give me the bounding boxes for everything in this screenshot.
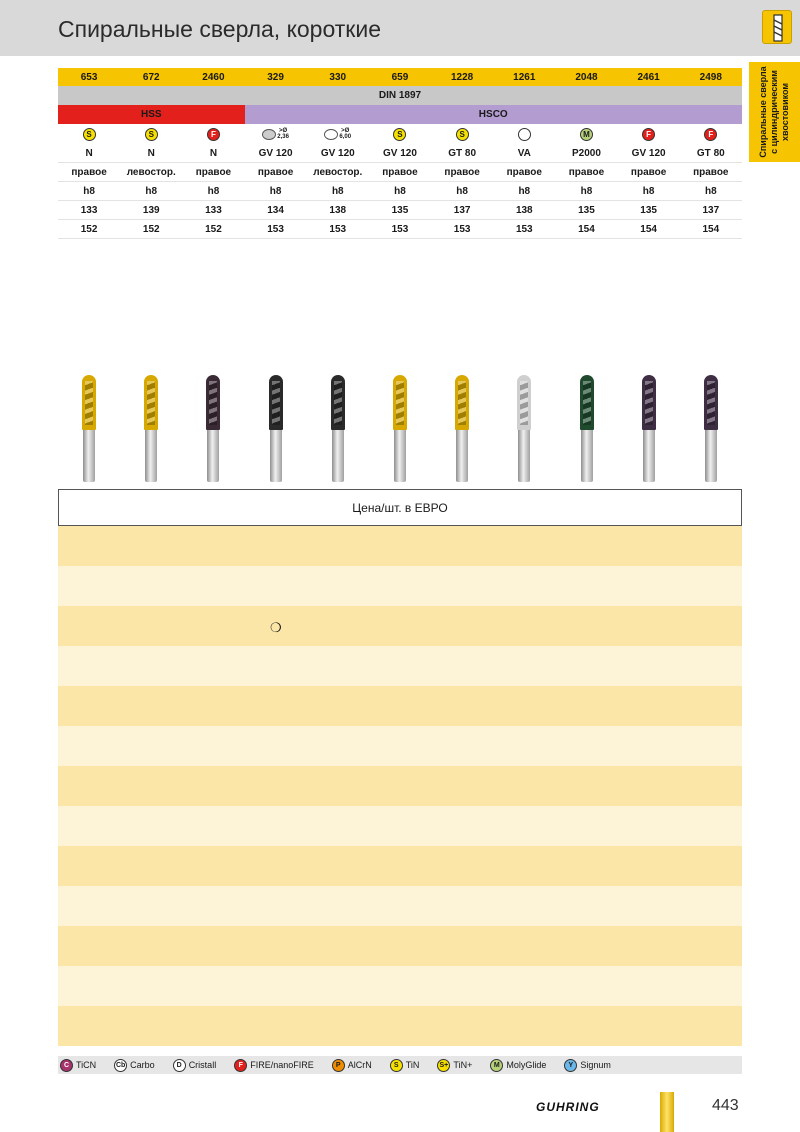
tool-type-cell: GV 120 bbox=[631, 147, 666, 159]
tolerance-cell: h8 bbox=[518, 185, 531, 197]
page-ref-b-cell: 154 bbox=[702, 223, 720, 235]
drill-image bbox=[206, 375, 220, 483]
price-row bbox=[58, 566, 742, 606]
article-cell: 330 bbox=[329, 71, 347, 83]
tool-type-cell: GV 120 bbox=[320, 147, 355, 159]
page-number: 443 bbox=[712, 1097, 739, 1114]
legend-badge-icon: Cb bbox=[114, 1059, 127, 1072]
article-cell: 1261 bbox=[513, 71, 536, 83]
page-ref-a-cell: 133 bbox=[80, 204, 98, 216]
price-row bbox=[58, 846, 742, 886]
drill-image bbox=[642, 375, 656, 483]
coating-cell bbox=[245, 124, 307, 144]
coating-cell bbox=[307, 124, 369, 144]
tolerance-cell: h8 bbox=[704, 185, 717, 197]
direction-cell: правое bbox=[506, 166, 542, 178]
tolerance-cell: h8 bbox=[83, 185, 95, 197]
side-tab-line-1: Спиральные сверла bbox=[758, 66, 768, 158]
tool-type-cell: N bbox=[147, 147, 155, 159]
gold-bar bbox=[660, 1092, 674, 1132]
header-bar bbox=[0, 0, 800, 56]
legend-label: AlCrN bbox=[347, 1060, 372, 1070]
legend-badge-icon: P bbox=[332, 1059, 345, 1072]
tool-type-cell: GT 80 bbox=[448, 147, 477, 159]
coating-badge-icon: S bbox=[145, 128, 158, 141]
page-ref-a-cell: 133 bbox=[205, 204, 222, 216]
legend-item bbox=[332, 1059, 372, 1072]
tolerance-cell: h8 bbox=[207, 185, 220, 197]
legend-badge-icon: C bbox=[60, 1059, 73, 1072]
tool-type-cell: VA bbox=[517, 147, 531, 159]
spec-table bbox=[58, 68, 742, 239]
drill-image bbox=[144, 375, 158, 483]
page-ref-b-cell: 152 bbox=[80, 223, 98, 235]
direction-cell: правое bbox=[693, 166, 729, 178]
direction-cell: правое bbox=[257, 166, 294, 178]
price-row bbox=[58, 806, 742, 846]
tool-type-cell: GT 80 bbox=[696, 147, 725, 159]
page-ref-b-cell: 152 bbox=[142, 223, 160, 235]
page-ref-b-cell: 153 bbox=[453, 223, 471, 235]
page-ref-a-cell: 135 bbox=[391, 204, 409, 216]
legend-item bbox=[234, 1059, 314, 1072]
legend-item bbox=[173, 1059, 217, 1072]
legend-badge-icon: S+ bbox=[437, 1059, 450, 1072]
direction-cell: правое bbox=[630, 166, 667, 178]
direction-cell: правое bbox=[568, 166, 605, 178]
price-row bbox=[58, 726, 742, 766]
coating-cell bbox=[618, 124, 680, 144]
tool-type-row bbox=[58, 144, 742, 163]
tolerance-cell: h8 bbox=[456, 185, 468, 197]
tolerance-cell: h8 bbox=[331, 185, 344, 197]
coating-cell bbox=[493, 124, 555, 144]
tool-type-cell: GV 120 bbox=[258, 147, 293, 159]
legend-item bbox=[437, 1059, 472, 1072]
coating-badge-icon: F bbox=[642, 128, 655, 141]
article-cell: 2460 bbox=[202, 71, 225, 83]
side-tab[interactable] bbox=[749, 62, 800, 162]
material-row bbox=[58, 105, 742, 124]
drill-image bbox=[704, 375, 718, 483]
page-ref-a-cell: 138 bbox=[515, 204, 533, 216]
legend-label: Cristall bbox=[188, 1060, 217, 1070]
tolerance-cell: h8 bbox=[580, 185, 593, 197]
legend-label: Carbo bbox=[130, 1060, 155, 1070]
price-rows bbox=[58, 526, 742, 1046]
drill-image bbox=[580, 375, 594, 483]
coating-badge-icon: F bbox=[207, 128, 220, 141]
article-row bbox=[58, 68, 742, 86]
material-hss: HSS bbox=[58, 105, 245, 124]
page-ref-a-cell: 137 bbox=[453, 204, 471, 216]
page-title: Спиральные сверла, короткие bbox=[58, 16, 381, 42]
legend-label: Signum bbox=[580, 1060, 611, 1070]
brand-logo: GUHRING bbox=[536, 1100, 600, 1114]
page-ref-a-cell: 135 bbox=[640, 204, 657, 216]
drill-image bbox=[517, 375, 531, 483]
availability-mark: ❍ bbox=[270, 620, 282, 635]
side-tab-line-3: хвостовиком bbox=[780, 82, 790, 142]
diameter-value: 2,36 bbox=[277, 134, 289, 140]
direction-cell: правое bbox=[382, 166, 418, 178]
article-cell: 659 bbox=[391, 71, 409, 83]
diameter-icon bbox=[262, 128, 289, 140]
diameter-circle-icon bbox=[262, 129, 276, 140]
price-row bbox=[58, 886, 742, 926]
article-cell: 672 bbox=[142, 71, 160, 83]
price-row bbox=[58, 526, 742, 566]
page-ref-a-cell: 135 bbox=[578, 204, 595, 216]
standard-row: DIN 1897 bbox=[58, 86, 742, 105]
price-row bbox=[58, 646, 742, 686]
page-ref-a-row bbox=[58, 201, 742, 220]
direction-cell: левостор. bbox=[313, 166, 363, 178]
page-ref-a-cell: 138 bbox=[329, 204, 347, 216]
direction-cell: левостор. bbox=[126, 166, 176, 178]
tolerance-cell: h8 bbox=[145, 185, 158, 197]
tolerance-row bbox=[58, 182, 742, 201]
drill-image bbox=[269, 375, 283, 483]
legend-badge-icon: S bbox=[390, 1059, 403, 1072]
drill-images bbox=[58, 375, 742, 485]
tolerance-cell: h8 bbox=[642, 185, 655, 197]
direction-cell: правое bbox=[71, 166, 107, 178]
article-cell: 653 bbox=[80, 71, 98, 83]
legend-item bbox=[114, 1059, 155, 1072]
direction-cell: правое bbox=[195, 166, 232, 178]
coating-row bbox=[58, 124, 742, 144]
legend-label: MolyGlide bbox=[506, 1060, 547, 1070]
legend-badge-icon: D bbox=[173, 1059, 186, 1072]
page-ref-b-cell: 154 bbox=[578, 223, 595, 235]
coating-cell bbox=[431, 124, 493, 144]
legend-label: FIRE/nanoFIRE bbox=[250, 1060, 314, 1070]
price-row bbox=[58, 966, 742, 1006]
coating-cell bbox=[58, 124, 120, 144]
coating-cell bbox=[680, 124, 742, 144]
article-cell: 1228 bbox=[450, 71, 474, 83]
page-ref-b-cell: 153 bbox=[329, 223, 347, 235]
article-cell: 329 bbox=[267, 71, 284, 83]
page-ref-b-row bbox=[58, 220, 742, 239]
legend-badge-icon: Y bbox=[564, 1059, 577, 1072]
coating-cell bbox=[182, 124, 244, 144]
price-row bbox=[58, 606, 742, 646]
coating-badge-icon: F bbox=[704, 128, 717, 141]
drill-image bbox=[331, 375, 345, 483]
tool-type-cell: GV 120 bbox=[382, 147, 417, 159]
coating-badge-icon: S bbox=[393, 128, 406, 141]
coating-badge-icon: S bbox=[456, 128, 469, 141]
tolerance-cell: h8 bbox=[269, 185, 282, 197]
page-ref-b-cell: 153 bbox=[267, 223, 284, 235]
legend-badge-icon: F bbox=[234, 1059, 247, 1072]
direction-row bbox=[58, 163, 742, 182]
coating-cell bbox=[120, 124, 182, 144]
legend-label: TiCN bbox=[76, 1060, 97, 1070]
page-ref-a-cell: 137 bbox=[702, 204, 720, 216]
page-ref-b-cell: 153 bbox=[391, 223, 409, 235]
legend-item bbox=[60, 1059, 96, 1072]
drill-icon bbox=[762, 10, 792, 44]
price-header-label: Цена/шт. в ЕВРО bbox=[352, 500, 448, 515]
coating-badge-icon bbox=[518, 128, 531, 141]
tool-type-cell: P2000 bbox=[572, 147, 601, 159]
tolerance-cell: h8 bbox=[394, 185, 406, 197]
material-hsco: HSCO bbox=[245, 105, 743, 124]
diameter-icon bbox=[324, 128, 351, 140]
price-row bbox=[58, 766, 742, 806]
diameter-circle-icon bbox=[324, 129, 338, 140]
price-row bbox=[58, 926, 742, 966]
side-tab-line-2: с цилиндрическим bbox=[769, 70, 779, 154]
tool-type-cell: N bbox=[85, 147, 93, 159]
price-row bbox=[58, 686, 742, 726]
coating-badge-icon: M bbox=[580, 128, 593, 141]
legend-item bbox=[390, 1059, 420, 1072]
drill-image bbox=[393, 375, 407, 483]
price-header bbox=[58, 489, 742, 526]
article-cell: 2461 bbox=[637, 71, 660, 83]
legend-label: TiN+ bbox=[453, 1060, 473, 1070]
diameter-value: 6,00 bbox=[339, 134, 352, 140]
drill-image bbox=[82, 375, 96, 483]
page-ref-a-cell: 139 bbox=[142, 204, 160, 216]
legend-badge-icon: M bbox=[490, 1059, 503, 1072]
coating-legend bbox=[58, 1056, 742, 1074]
article-cell: 2498 bbox=[699, 71, 722, 83]
legend-label: TiN bbox=[405, 1060, 420, 1070]
diameter-prefix: >Ø bbox=[279, 128, 288, 134]
drill-image bbox=[455, 375, 469, 483]
price-row bbox=[58, 1006, 742, 1046]
page-ref-b-cell: 152 bbox=[205, 223, 222, 235]
direction-cell: правое bbox=[444, 166, 480, 178]
coating-cell bbox=[555, 124, 617, 144]
coating-cell bbox=[369, 124, 431, 144]
coating-badge-icon: S bbox=[83, 128, 96, 141]
legend-item bbox=[490, 1059, 546, 1072]
legend-item bbox=[564, 1059, 611, 1072]
article-cell: 2048 bbox=[575, 71, 598, 83]
page-ref-b-cell: 153 bbox=[515, 223, 533, 235]
page-ref-a-cell: 134 bbox=[267, 204, 284, 216]
page-ref-b-cell: 154 bbox=[640, 223, 657, 235]
tool-type-cell: N bbox=[209, 147, 218, 159]
diameter-prefix: >Ø bbox=[341, 128, 350, 134]
